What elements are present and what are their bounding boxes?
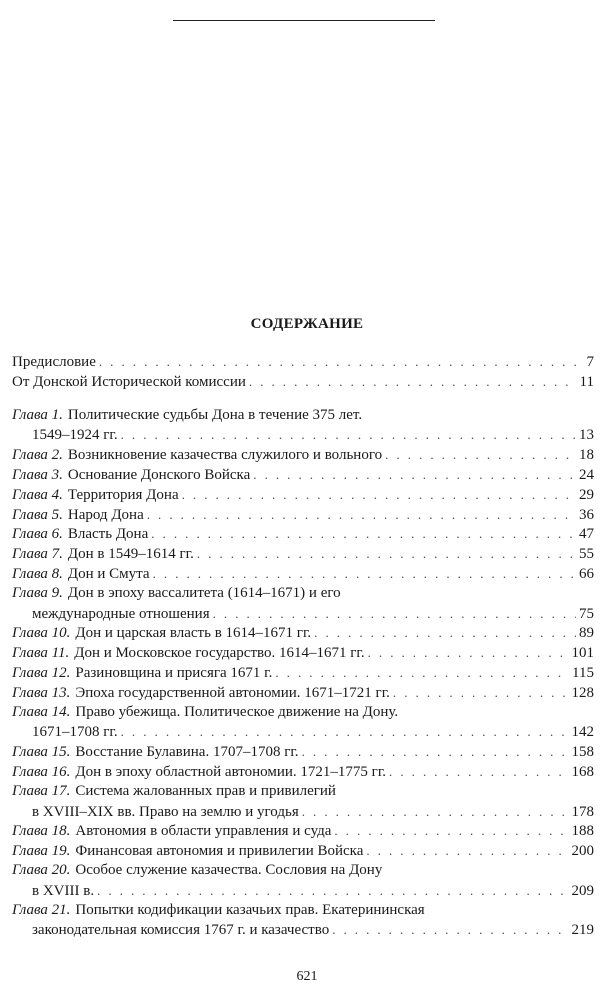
toc-entry-continuation [12, 604, 594, 624]
entry-title: Право убежища. Политическое движение на Дону. [75, 703, 399, 720]
entry-title: Дон в 1549–1614 гг. [67, 546, 194, 563]
entry-title: Восстание Булавина. 1707–1708 гг. [75, 744, 299, 761]
entry-page-number: 29 [579, 486, 594, 503]
dot-leader [253, 465, 576, 485]
dot-leader [121, 722, 569, 742]
entry-title: Система жалованных прав и привилегий [75, 782, 336, 799]
chapter-label: Глава 4. [12, 486, 63, 503]
entry-page-number: 219 [571, 922, 594, 939]
chapter-label: Глава 18. [12, 823, 71, 840]
toc-entry [12, 623, 594, 643]
entry-page-number: 18 [579, 447, 594, 464]
toc-entry [12, 703, 594, 723]
entry-title: Автономия в области управления и суда [75, 823, 332, 840]
chapter-label: Глава 14. [12, 703, 71, 720]
chapter-label: Глава 2. [12, 447, 63, 464]
entry-page-number: 47 [579, 526, 594, 543]
toc-entry-continuation [12, 881, 594, 901]
toc-entry [12, 762, 594, 782]
chapter-label: Глава 8. [12, 565, 63, 582]
dot-leader [153, 564, 576, 584]
chapter-label: Глава 15. [12, 744, 71, 761]
entry-title: Дон в эпоху вассалитета (1614–1671) и его [67, 584, 341, 601]
entry-page-number: 128 [571, 684, 594, 701]
toc-entry [12, 505, 594, 525]
entry-title: Попытки кодификации казачьих прав. Екатерининская [75, 901, 425, 918]
entry-title-continuation: в XVIII–XIX вв. Право на землю и угодья [32, 803, 299, 820]
entry-page-number: 178 [571, 803, 594, 820]
chapter-label: Глава 6. [12, 526, 63, 543]
toc-entry [12, 352, 594, 372]
toc-entry [12, 544, 594, 564]
dot-leader [385, 445, 576, 465]
dot-leader [302, 742, 569, 762]
entry-page-number: 7 [586, 354, 594, 370]
entry-page-number: 55 [579, 546, 594, 563]
entry-title: Особое служение казачества. Сословия на Дону [75, 861, 383, 878]
dot-leader [366, 841, 568, 861]
dot-leader [334, 821, 568, 841]
toc-entry [12, 901, 594, 921]
entry-page-number: 209 [571, 882, 594, 899]
entry-page-number: 158 [571, 744, 594, 761]
entry-title: Дон и царская власть в 1614–1671 гг. [75, 625, 312, 642]
dot-leader [389, 762, 568, 782]
chapter-label: Глава 3. [12, 466, 63, 483]
entry-title: Народ Дона [67, 506, 144, 523]
chapter-label: Глава 19. [12, 843, 71, 860]
dot-leader [275, 663, 569, 683]
entry-title: Эпоха государственной автономии. 1671–1721 гг. [75, 684, 390, 701]
dot-leader [249, 372, 577, 392]
entry-page-number: 101 [571, 645, 594, 662]
entry-page-number: 200 [571, 843, 594, 860]
toc-entry [12, 584, 594, 604]
entry-title: От Донской Исторической комиссии [12, 373, 246, 390]
page-title: СОДЕРЖАНИЕ [250, 316, 364, 332]
toc-entry [12, 372, 594, 392]
toc-entry [12, 841, 594, 861]
dot-leader [314, 623, 576, 643]
dot-leader [368, 643, 569, 663]
entry-title: Предисловие [12, 354, 96, 370]
entry-title-continuation: законодательная комиссия 1767 г. и казачество [32, 922, 330, 939]
dot-leader [121, 425, 576, 445]
entry-title-continuation: 1671–1708 гг. [32, 724, 118, 741]
toc-entry-continuation [12, 722, 594, 742]
toc-entry [12, 643, 594, 663]
entry-title: Дон и Московское государство. 1614–1671 гг. [74, 645, 365, 662]
dot-leader [332, 920, 568, 940]
chapter-label: Глава 20. [12, 861, 71, 878]
toc-entry [12, 485, 594, 505]
toc-entry-continuation [12, 920, 594, 940]
entry-title: Территория Дона [67, 486, 179, 503]
entry-page-number: 11 [579, 373, 594, 390]
dot-leader [97, 881, 568, 901]
toc-entry [12, 564, 594, 584]
entry-title: Дон в эпоху областной автономии. 1721–1775 гг. [75, 763, 387, 780]
entry-page-number: 36 [579, 506, 594, 523]
entry-page-number: 66 [579, 565, 594, 582]
entry-title: Финансовая автономия и привилегии Войска [75, 843, 364, 860]
toc-entry [12, 524, 594, 544]
chapter-label: Глава 12. [12, 664, 71, 681]
entry-title: Власть Дона [67, 526, 149, 543]
toc-entry [12, 445, 594, 465]
entry-title-continuation: международные отношения [32, 605, 210, 622]
entry-title-continuation: 1549–1924 гг. [32, 427, 118, 444]
dot-leader [151, 524, 576, 544]
chapter-label: Глава 17. [12, 782, 71, 799]
dot-leader [302, 802, 569, 822]
entry-page-number: 188 [571, 823, 594, 840]
table-of-contents [12, 352, 594, 940]
entry-page-number: 13 [579, 427, 594, 444]
entry-page-number: 115 [572, 664, 594, 681]
dot-leader [182, 485, 576, 505]
toc-entry [12, 782, 594, 802]
top-rule [173, 20, 435, 21]
entry-title: Возникновение казачества служилого и вольного [67, 447, 383, 464]
entry-page-number: 24 [579, 466, 594, 483]
dot-leader [213, 604, 576, 624]
entry-page-number: 142 [571, 724, 594, 741]
chapter-label: Глава 1. [12, 406, 63, 423]
chapter-label: Глава 7. [12, 546, 63, 563]
chapter-label: Глава 21. [12, 901, 71, 918]
toc-entry-continuation [12, 425, 594, 445]
dot-leader [99, 352, 584, 372]
toc-entry [12, 861, 594, 881]
chapter-label: Глава 10. [12, 625, 71, 642]
toc-entry [12, 663, 594, 683]
chapter-label: Глава 13. [12, 684, 71, 701]
chapter-label: Глава 11. [12, 645, 70, 662]
dot-leader [197, 544, 576, 564]
entry-page-number: 89 [579, 625, 594, 642]
chapter-label: Глава 16. [12, 763, 71, 780]
entry-title: Политические судьбы Дона в течение 375 лет. [67, 406, 363, 423]
toc-entry [12, 742, 594, 762]
toc-entry [12, 821, 594, 841]
toc-entry [12, 406, 594, 426]
entry-title: Дон и Смута [67, 565, 150, 582]
toc-entry [12, 683, 594, 703]
dot-leader [147, 505, 576, 525]
chapter-label: Глава 5. [12, 506, 63, 523]
entry-title: Основание Донского Войска [67, 466, 251, 483]
entry-title-continuation: в XVIII в. [32, 882, 95, 899]
chapter-label: Глава 9. [12, 584, 63, 601]
dot-leader [393, 683, 569, 703]
toc-entry [12, 465, 594, 485]
page-number: 621 [296, 969, 318, 984]
entry-title: Разиновщина и присяга 1671 г. [75, 664, 273, 681]
entry-page-number: 75 [579, 605, 594, 622]
toc-entry-continuation [12, 802, 594, 822]
entry-page-number: 168 [571, 763, 594, 780]
